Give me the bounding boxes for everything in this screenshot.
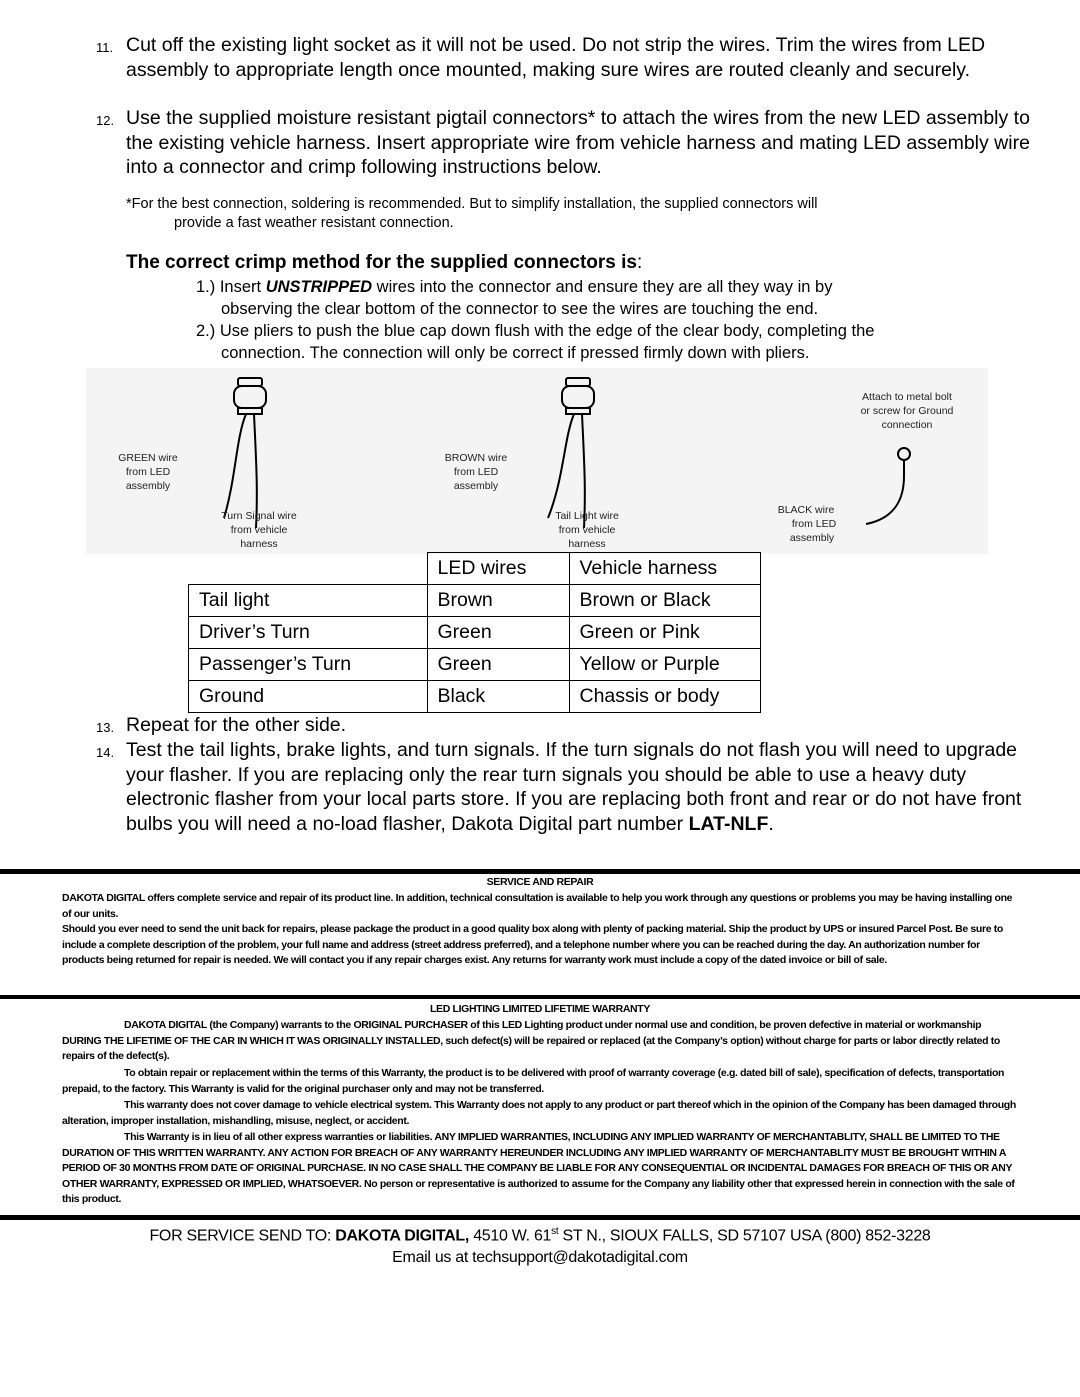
connector-footnote bbox=[126, 195, 1006, 233]
crimp-step-2-line1: 2.) Use pliers to push the blue cap down flush with the edge of the clear body, completing the bbox=[196, 322, 875, 340]
wiring-diagram bbox=[86, 368, 988, 554]
step-text: Use the supplied moisture resistant pigtail connectors* to attach the wires from the new LED assembly to the existing vehicle harness. Insert appropriate wire from vehicle harness and mating LED assembly wire into a connector and crimp following instructions below. bbox=[126, 107, 1030, 178]
table-cell: Chassis or body bbox=[569, 681, 760, 713]
section-divider bbox=[0, 869, 1080, 874]
green-wire-label-3: assembly bbox=[125, 480, 171, 492]
table-cell: Ground bbox=[189, 681, 428, 713]
step-12 bbox=[96, 106, 1036, 180]
black-wire-label-2: from LED bbox=[791, 518, 837, 530]
diagram-background bbox=[86, 368, 988, 554]
table-header-cell: Vehicle harness bbox=[569, 553, 760, 585]
ground-label-3: connection bbox=[881, 419, 933, 431]
table-row bbox=[189, 649, 761, 681]
brown-wire-label-3: assembly bbox=[453, 480, 499, 492]
crimp-step-1-prefix: 1.) Insert bbox=[196, 278, 266, 296]
table-cell: Yellow or Purple bbox=[569, 649, 760, 681]
tail-wire-label-3: harness bbox=[568, 538, 606, 550]
address-part-1: 4510 W. 61 bbox=[469, 1227, 552, 1245]
warranty-paragraph-2: To obtain repair or replacement within the terms of this Warranty, the product is to be delivered with proof of warranty coverage (e.g. dated bill of sale), specification of defects, transportation prepaid, to the factory. This Warranty is valid for the original purchaser only and may not be transferred. bbox=[62, 1067, 1005, 1095]
table-header-row bbox=[189, 553, 761, 585]
green-wire-label-1: GREEN wire bbox=[118, 452, 178, 464]
step-text: Repeat for the other side. bbox=[126, 714, 347, 736]
black-wire-label-1: BLACK wire bbox=[777, 504, 835, 516]
warranty-heading: LED LIGHTING LIMITED LIFETIME WARRANTY bbox=[429, 1003, 651, 1015]
support-email[interactable]: Email us at techsupport@dakotadigital.com bbox=[392, 1249, 688, 1266]
crimp-heading bbox=[126, 252, 642, 274]
brown-wire-label-2: from LED bbox=[453, 466, 499, 478]
tail-wire-label-2: from vehicle bbox=[558, 524, 616, 536]
table-cell: Brown bbox=[427, 585, 569, 617]
address-ordinal: st bbox=[551, 1226, 559, 1237]
crimp-step-1-line2: observing the clear bottom of the connector to see the wires are touching the end. bbox=[221, 299, 819, 318]
step-number: 13. bbox=[96, 720, 115, 735]
crimp-step-1-text: wires into the connector and ensure they are all they way in by bbox=[372, 278, 833, 296]
black-wire-label-3: assembly bbox=[789, 532, 835, 544]
crimp-heading-text: The correct crimp method for the supplied connectors is bbox=[126, 252, 637, 273]
step-14-text: Test the tail lights, brake lights, and turn signals. If the turn signals do not flash you will need to upgrade your flasher. If you are replacing only the rear turn signals you should be able to use a heavy duty electronic flasher from your local parts store. If you are replacing both front and rear or do not have front bulbs you will need a no-load flasher, Dakota Digital part number bbox=[126, 739, 1022, 835]
turn-wire-label-1: Turn Signal wire bbox=[221, 510, 297, 522]
table-cell: Green bbox=[427, 649, 569, 681]
table-cell: Green or Pink bbox=[569, 617, 760, 649]
ground-label-1: Attach to metal bolt bbox=[862, 391, 952, 403]
table-cell: Black bbox=[427, 681, 569, 713]
step-14 bbox=[96, 738, 1036, 836]
address-part-2: ST N., SIOUX FALLS, SD 57107 USA (800) 852-3228 bbox=[558, 1227, 931, 1245]
company-name: DAKOTA DIGITAL, bbox=[335, 1227, 470, 1245]
service-address bbox=[0, 1226, 1080, 1245]
step-11 bbox=[96, 33, 1036, 82]
service-heading: SERVICE AND REPAIR bbox=[486, 876, 594, 888]
green-wire-label-2: from LED bbox=[125, 466, 171, 478]
warranty-paragraph-1: DAKOTA DIGITAL (the Company) warrants to the ORIGINAL PURCHASER of this LED Lighting product under normal use and condition, be proven defective in material or workmanship DURING THE LIFETIME OF THE CAR IN WHICH IT WAS ORIGINALLY INSTALLED, such defect(s) will be repaired or replaced (at the Company’s option) without charge for parts or labor directly related to repairs of the defect(s). bbox=[62, 1019, 1000, 1062]
table-row bbox=[189, 681, 761, 713]
footnote-line: provide a fast weather resistant connection. bbox=[174, 215, 454, 231]
table-row bbox=[189, 585, 761, 617]
step-13 bbox=[96, 713, 1036, 738]
turn-wire-label-2: from vehicle bbox=[230, 524, 288, 536]
table-cell: Brown or Black bbox=[569, 585, 760, 617]
wire-color-table bbox=[188, 552, 761, 713]
service-paragraph-1: DAKOTA DIGITAL offers complete service and repair of its product line. In addition, technical consultation is available to help you work through any questions or problems you may be having installing one of our units. bbox=[62, 892, 1013, 920]
crimp-heading-colon: : bbox=[636, 252, 643, 273]
table-cell: Tail light bbox=[189, 585, 428, 617]
step-number: 11. bbox=[96, 40, 114, 55]
tail-wire-label-1: Tail Light wire bbox=[555, 510, 619, 522]
crimp-step-2-line2: connection. The connection will only be correct if pressed firmly down with pliers. bbox=[221, 343, 810, 362]
service-address-prefix: FOR SERVICE SEND TO: bbox=[149, 1227, 336, 1245]
step-14-end: . bbox=[768, 812, 774, 835]
turn-wire-label-3: harness bbox=[240, 538, 278, 550]
table-row bbox=[189, 617, 761, 649]
crimp-step-1 bbox=[196, 277, 1036, 320]
table-header-cell: LED wires bbox=[427, 553, 569, 585]
table-cell: Driver’s Turn bbox=[189, 617, 428, 649]
ground-label-2: or screw for Ground bbox=[860, 405, 954, 417]
step-text bbox=[126, 738, 1036, 836]
step-number: 12. bbox=[96, 113, 115, 128]
brown-wire-label-1: BROWN wire bbox=[444, 452, 508, 464]
section-divider bbox=[0, 995, 1080, 999]
unstripped-emphasis: UNSTRIPPED bbox=[265, 278, 373, 296]
table-header-cell bbox=[189, 553, 428, 585]
warranty-paragraph-4: This Warranty is in lieu of all other express warranties or liabilities. ANY IMPLIED WARRANTIES, INCLUDING ANY IMPLIED WARRANTY OF MERCHANTABLITY, SHALL BE LIMITED TO THE DURATION OF THIS WRITTEN WARRANTY. ANY ACTION FOR BREACH OF ANY WARRANTY HEREUNDER INCLUDING ANY IMPLIED WARRANTY OF MERCHANTABLITY MUST BE BROUGHT WITHIN A PERIOD OF 30 MONTHS FROM DATE OF ORIGINAL PURCHASE. IN NO CASE SHALL THE COMPANY BE LIABLE FOR ANY CONSEQUENTIAL OR INCIDENTAL DAMAGES FOR BREACH OF THIS OR ANY OTHER WARRANTY, EXPRESSED OR IMPLIED, WHATSOEVER. No person or representative is authorized to assume for the Company any liability other that expressed herein in connection with the sale of this product. bbox=[62, 1131, 1015, 1205]
table-cell: Green bbox=[427, 617, 569, 649]
crimp-step-2 bbox=[196, 321, 1036, 364]
step-number: 14. bbox=[96, 745, 115, 760]
footnote-line: *For the best connection, soldering is recommended. But to simplify installation, the supplied connectors will bbox=[126, 196, 818, 212]
section-divider bbox=[0, 1215, 1080, 1220]
part-number: LAT-NLF bbox=[688, 812, 769, 835]
table-cell: Passenger’s Turn bbox=[189, 649, 428, 681]
service-paragraph-2: Should you ever need to send the unit back for repairs, please package the product in a good quality box along with plenty of packing material. Ship the product by UPS or insured Parcel Post. Be sure to include a complete description of the problem, your full name and address (street address preferred), and a telephone number where you can be reached during the day. An authorization number for products being returned for repair is needed. We will contact you if any repair charges exist. Any returns for warranty work must include a copy of the dated invoice or bill of sale. bbox=[62, 923, 1003, 966]
warranty-paragraph-3: This warranty does not cover damage to vehicle electrical system. This Warranty does not apply to any product or part thereof which in the opinion of the Company has been damaged through alteration, improper installation, mishandling, misuse, neglect, or accident. bbox=[62, 1099, 1016, 1127]
step-text: Cut off the existing light socket as it will not be used. Do not strip the wires. Trim the wires from LED assembly to appropriate length once mounted, making sure wires are routed cleanly and securely. bbox=[126, 34, 986, 81]
